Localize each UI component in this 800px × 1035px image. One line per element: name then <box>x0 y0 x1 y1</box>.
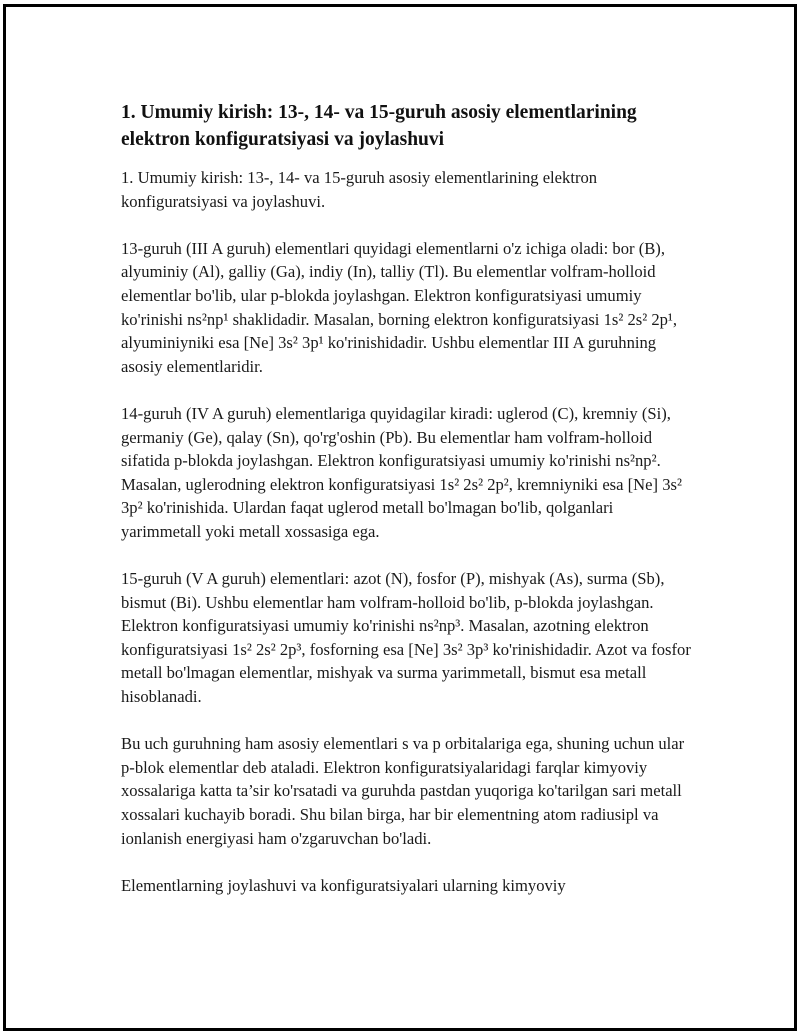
paragraph-summary: Bu uch guruhning ham asosiy elementlari s va p orbitalariga ega, shuning uchun ular p-blok elementlar deb ataladi. Elektron konfiguratsiyalaridagi farqlar kimyoviy xossalariga katta ta’sir ko'rsatadi va guruhda pastdan yuqoriga ko'tarilgan sari metall xossalari kuchayib boradi. Shu bilan birga, har bir elementning atom radiusipl va ionlanish energiyasi ham o'zgaruvchan bo'ladi. <box>121 734 685 848</box>
paragraph-group-14: 14-guruh (IV A guruh) elementlariga quyidagilar kiradi: uglerod (C), kremniy (Si), germaniy (Ge), qalay (Sn), qo'rg'oshin (Pb). Bu elementlar ham volfram-holloid sifatida p-blokda joylashgan. Elektron konfiguratsiyasi umumiy ko'rinishi ns²np². Masalan, uglerodning elektron konfiguratsiyasi 1s² 2s² 2p², kremniyniki esa [Ne] 3s² 3p² ko'rinishida. Ulardan faqat uglerod metall bo'lmagan bo'lib, qolganlari yarimmetall yoki metall xossasiga ega. <box>121 403 682 541</box>
paragraph-group-15: 15-guruh (V A guruh) elementlari: azot (N), fosfor (P), mishyak (As), surma (Sb), bismut (Bi). Ushbu elementlar ham volfram-holloid bo'lib, p-blokda joylashgan. Elektron konfiguratsiyasi umumiy ko'rinishi ns²np³. Masalan, azotning elektron konfiguratsiyasi 1s² 2s² 2p³, fosforning esa [Ne] 3s² 3p³ ko'rinishidadir. Azot va fosfor metall bo'lmagan elementlar, mishyak va surma yarimmetall, bismut esa metall hisoblanadi. <box>121 569 691 707</box>
page-title: 1. Umumiy kirish: 13-, 14- va 15-guruh asosiy elementlarining elektron konfiguratsiyasi va joylashuvi <box>121 102 637 150</box>
page-frame <box>3 4 797 1031</box>
paragraph-intro: 1. Umumiy kirish: 13-, 14- va 15-guruh asosiy elementlarining elektron konfiguratsiyasi va joylashuvi. <box>121 168 598 211</box>
document-body <box>121 99 696 921</box>
paragraph-continuation: Elementlarning joylashuvi va konfiguratsiyalari ularning kimyoviy <box>121 875 566 895</box>
paragraph-group-13: 13-guruh (III A guruh) elementlari quyidagi elementlarni o'z ichiga oladi: bor (B), alyuminiy (Al), galliy (Ga), indiy (In), talliy (Tl). Bu elementlar volfram-holloid elementlar bo'lib, ular p-blokda joylashgan. Elektron konfiguratsiyasi umumiy ko'rinishi ns²np¹ shaklidadir. Masalan, borning elektron konfiguratsiyasi 1s² 2s² 2p¹, alyuminiyniki esa [Ne] 3s² 3p¹ ko'rinishidadir. Ushbu elementlar III A guruhning asosiy elementlaridir. <box>121 238 678 376</box>
